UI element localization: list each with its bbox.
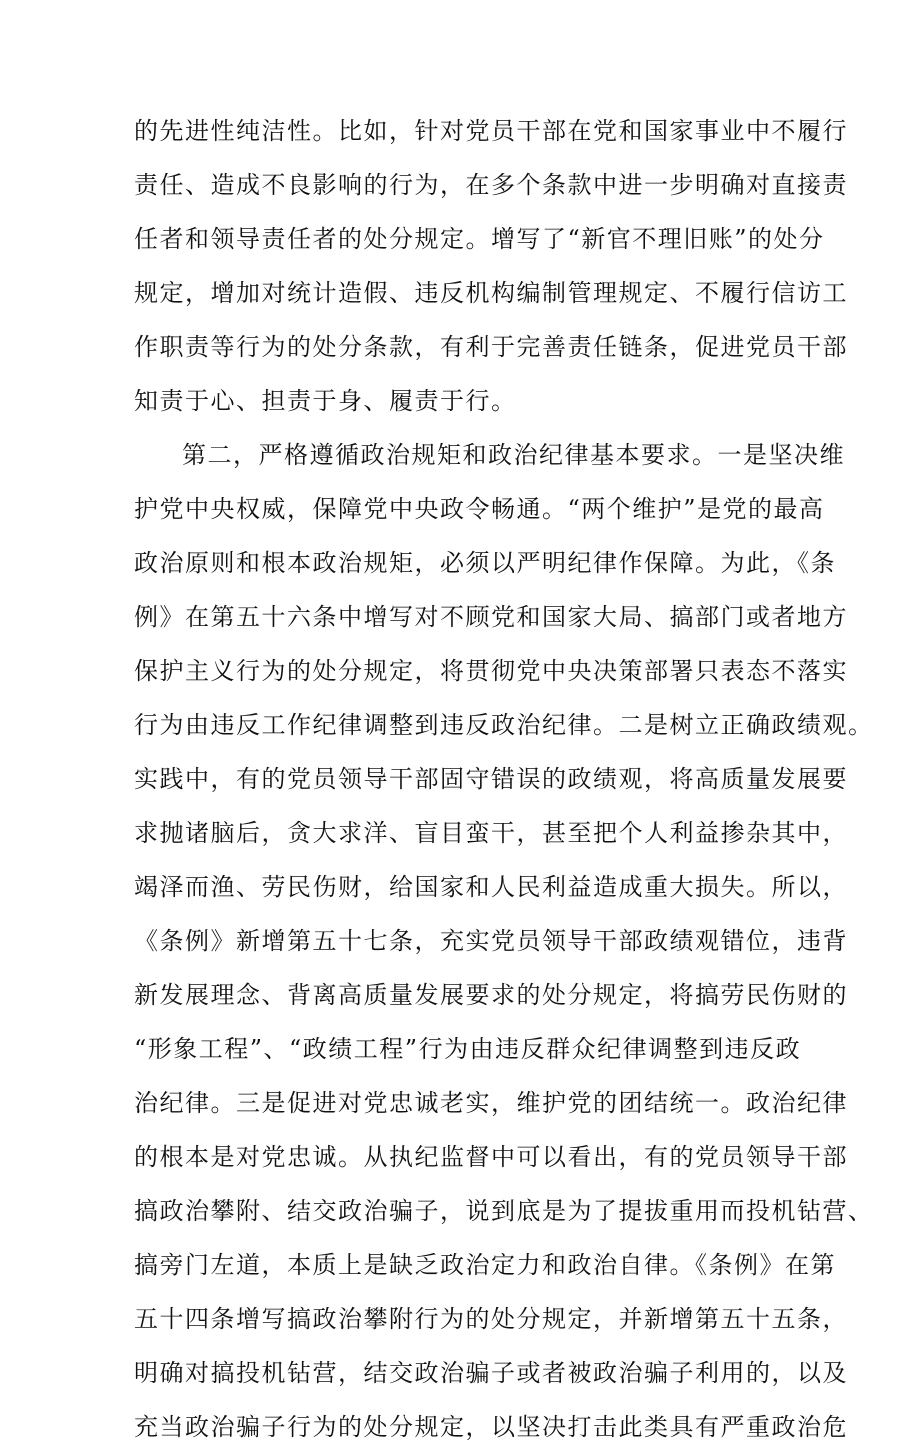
text-line: 任者和领导责任者的处分规定。增写了“新官不理旧账”的处分	[134, 225, 825, 253]
text-line: 的根本是对党忠诚。从执纪监督中可以看出，有的党员领导干部	[134, 1143, 848, 1171]
text-line: 知责于心、担责于身、履责于行。	[134, 387, 517, 415]
text-line: 搞旁门左道，本质上是缺乏政治定力和政治自律。《条例》在第	[134, 1251, 836, 1279]
text-line: 第二，严格遵循政治规矩和政治纪律基本要求。一是坚决维	[182, 441, 845, 469]
text-line: 例》在第五十六条中增写对不顾党和国家大局、搞部门或者地方	[134, 603, 848, 631]
paragraph	[134, 428, 874, 1454]
text-line: 保护主义行为的处分规定，将贯彻党中央决策部署只表态不落实	[134, 657, 848, 685]
text-line: 五十四条增写搞政治攀附行为的处分规定，并新增第五十五条，	[134, 1305, 848, 1333]
text-line: 竭泽而渔、劳民伤财，给国家和人民利益造成重大损失。所以，	[134, 873, 848, 901]
text-line: 的先进性纯洁性。比如，针对党员干部在党和国家事业中不履行	[134, 117, 848, 145]
text-line: 行为由违反工作纪律调整到违反政治纪律。二是树立正确政绩观。	[134, 711, 874, 739]
text-line: “形象工程”、“政绩工程”行为由违反群众纪律调整到违反政	[134, 1035, 802, 1063]
paragraph	[134, 104, 848, 428]
text-line: 规定，增加对统计造假、违反机构编制管理规定、不履行信访工	[134, 279, 848, 307]
text-line: 搞政治攀附、结交政治骗子，说到底是为了提拔重用而投机钻营、	[134, 1197, 874, 1225]
text-line: 求抛诸脑后，贪大求洋、盲目蛮干，甚至把个人利益掺杂其中，	[134, 819, 848, 847]
text-line: 充当政治骗子行为的处分规定，以坚决打击此类具有严重政治危	[134, 1413, 848, 1441]
text-line: 治纪律。三是促进对党忠诚老实，维护党的团结统一。政治纪律	[134, 1089, 848, 1117]
text-line: 新发展理念、背离高质量发展要求的处分规定，将搞劳民伤财的	[134, 981, 848, 1009]
text-line: 实践中，有的党员领导干部固守错误的政绩观，将高质量发展要	[134, 765, 848, 793]
text-line: 责任、造成不良影响的行为，在多个条款中进一步明确对直接责	[134, 171, 848, 199]
text-line: 护党中央权威，保障党中央政令畅通。“两个维护”是党的最高	[134, 495, 825, 523]
text-line: 政治原则和根本政治规矩，必须以严明纪律作保障。为此，《条	[134, 549, 836, 577]
body-text	[134, 104, 874, 1454]
text-line: 明确对搞投机钻营，结交政治骗子或者被政治骗子利用的，以及	[134, 1359, 848, 1387]
text-line: 作职责等行为的处分条款，有利于完善责任链条，促进党员干部	[134, 333, 848, 361]
text-line: 《条例》新增第五十七条，充实党员领导干部政绩观错位，违背	[134, 927, 848, 955]
